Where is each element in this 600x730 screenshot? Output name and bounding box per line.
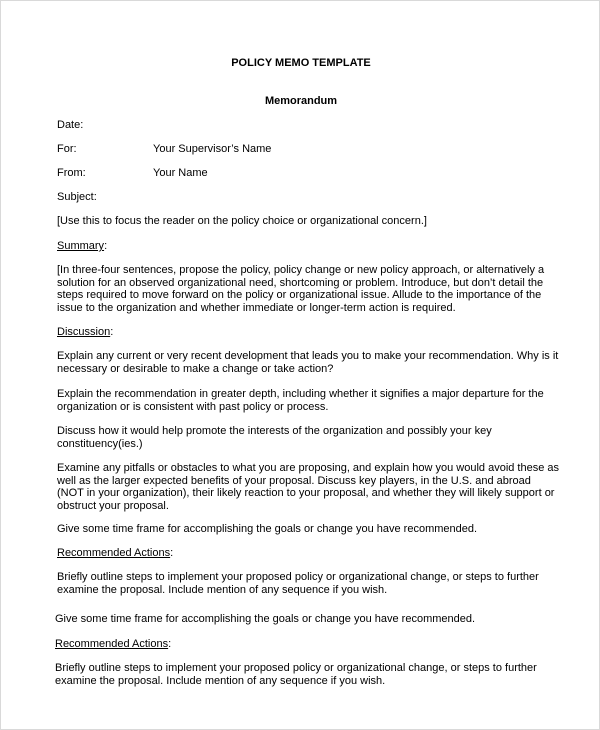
discussion-heading-colon: : <box>110 326 114 338</box>
summary-line: issue to the organization and whether immediate or longer-term action is required. <box>57 301 456 314</box>
recommended-actions-line: Briefly outline steps to implement your proposed policy or organizational change, or steps to further <box>55 662 537 674</box>
discussion-timeframe: Give some time frame for accomplishing the goals or change you have recommended. <box>57 523 478 535</box>
document-subtitle: Memorandum <box>264 95 338 107</box>
summary-heading-text: Summary <box>57 240 105 252</box>
recommended-actions-heading-2 <box>55 638 171 651</box>
recommended-actions-paragraph <box>57 571 557 596</box>
summary-line: steps required to move forward on the policy or organizational issue. Allude to the importance of the <box>57 289 542 301</box>
discussion-line: Explain the recommendation in greater depth, including whether it signifies a major departure for the <box>57 388 544 400</box>
discussion-line: Explain any current or very recent development that leads you to make your recommendation. Why is it <box>57 350 559 362</box>
discussion-heading-text: Discussion <box>57 326 111 338</box>
for-value: Your Supervisor’s Name <box>153 143 272 155</box>
recommended-actions-line: examine the proposal. Include mention of any sequence if you wish. <box>57 583 388 596</box>
subject-label: Subject: <box>57 191 97 203</box>
recommended-actions-paragraph-2 <box>55 662 555 687</box>
discussion-line: necessary or desirable to make a change or take action? <box>57 362 334 375</box>
discussion-line: (NOT in your organization), their likely reaction to your proposal, and whether they will likely support or <box>57 487 555 499</box>
recommended-actions-heading <box>57 547 173 560</box>
recommended-actions-heading-text: Recommended Actions <box>57 547 171 559</box>
from-value: Your Name <box>153 167 208 179</box>
discussion-paragraph-2 <box>57 388 557 413</box>
document-title: POLICY MEMO TEMPLATE <box>231 57 371 69</box>
discussion-line: organization or is consistent with past policy or process. <box>57 400 329 413</box>
discussion-line: constituency(ies.) <box>57 437 143 450</box>
summary-heading-colon: : <box>104 240 108 252</box>
discussion-line: Discuss how it would help promote the interests of the organization and possibly your key <box>57 425 492 437</box>
summary-line: solution for an observed organizational need, shortcoming or problem. Introduce, but don’t detail the <box>57 276 544 289</box>
recommended-actions-heading-colon-2: : <box>168 638 172 650</box>
for-label: For: <box>57 143 77 155</box>
subject-note: [Use this to focus the reader on the policy choice or organizational concern.] <box>57 215 427 227</box>
recommended-actions-heading-colon: : <box>170 547 174 559</box>
discussion-paragraph-1 <box>57 350 557 375</box>
recommended-actions-line: Briefly outline steps to implement your proposed policy or organizational change, or steps to further <box>57 571 539 583</box>
discussion-paragraph-4 <box>57 462 560 512</box>
timeframe-repeat: Give some time frame for accomplishing the goals or change you have recommended. <box>55 613 476 625</box>
discussion-line: well as the larger expected benefits of your proposal. Discuss key players, in the U.S. and abroad <box>57 474 531 487</box>
summary-line: [In three-four sentences, propose the policy, policy change or new policy approach, or alternatively a <box>57 264 545 276</box>
recommended-actions-heading-text-2: Recommended Actions <box>55 638 169 650</box>
summary-paragraph <box>57 264 557 314</box>
discussion-line: Examine any pitfalls or obstacles to what you are proposing, and explain how you would avoid these as <box>57 462 560 474</box>
summary-heading <box>57 240 107 253</box>
discussion-line: obstruct your proposal. <box>57 499 169 512</box>
date-label: Date: <box>57 119 84 131</box>
from-label: From: <box>57 167 86 179</box>
recommended-actions-line: examine the proposal. Include mention of any sequence if you wish. <box>55 674 386 687</box>
discussion-paragraph-3 <box>57 425 557 450</box>
discussion-heading <box>57 326 113 339</box>
